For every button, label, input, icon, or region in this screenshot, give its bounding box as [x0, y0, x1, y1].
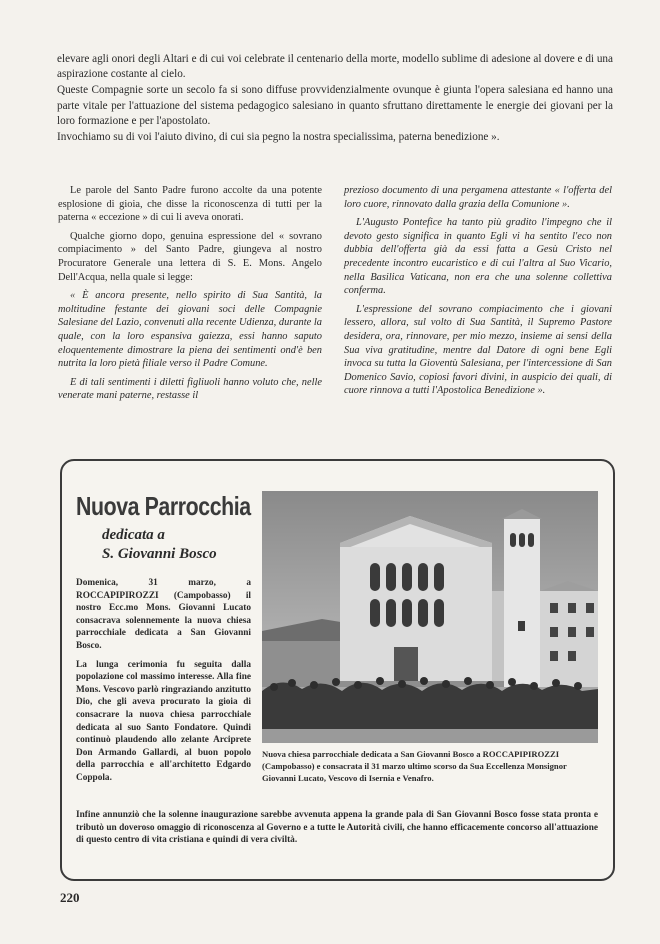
- box-title: Nuova Parrocchia: [76, 491, 251, 521]
- left-paragraph-quote: « È ancora presente, nello spirito di Sua Santità, la moltitudine festante dei giovani soci delle Compagnie Salesiane del Lazio, convenuti alla recente Udienza, durante la quale, con la loro espansiva gaiezza, essi hanno saputo eloquentemente dimostrare la piena dei sentimenti ond'è ben nutrita la loro pietà filiale verso il Padre Comune.: [58, 290, 322, 370]
- church-photo: [262, 491, 598, 743]
- box-bottom-paragraph: Infine annunziò che la solenne inaugurazione sarebbe avvenuta appena la grande pala di San Giovanni Bosco fosse stata pronta e tributò un doveroso omaggio di riconoscenza al Governo e a tutte le Autorità civili, che hanno efficacemente concorso all'attuazione di questo centro di vita cristiana e quindi di vera civiltà.: [76, 810, 598, 846]
- left-column: [58, 184, 322, 408]
- photo-caption: Nuova chiesa parrocchiale dedicata a San Giovanni Bosco a ROCCAPIPIROZZI (Campobasso) e consacrata il 31 marzo ultimo scorso da Sua Eccellenza Monsignor Giovanni Lucato, Vescovo di Isernia e Venafro.: [262, 749, 567, 783]
- top-paragraph: Queste Compagnie sorte un secolo fa si sono diffuse provvidenzialmente ovunque è giunta l'opera salesiana ed hanno una parte vitale per l'attuazione del sistema pedagogico salesiano in quanto sfruttano direttamente le energie dei giovani per la loro formazione e per l'apostolato.: [57, 84, 613, 127]
- left-paragraph: Qualche giorno dopo, genuina espressione del « sovrano compiacimento » del Santo Padre, giungeva al nostro Procuratore Generale una lettera di S. E. Mons. Angelo Dell'Acqua, nella quale si legge:: [58, 230, 322, 283]
- top-text-block: [57, 52, 613, 146]
- top-paragraph: Invochiamo su di voi l'aiuto divino, di cui sia pegno la nostra specialissima, paterna benedizione ».: [57, 131, 500, 144]
- right-paragraph-quote: prezioso documento di una pergamena attestante « l'offerta del loro cuore, rinnovato dalla grazia della Comunione ».: [344, 185, 612, 210]
- right-column: [344, 184, 612, 403]
- left-paragraph-quote: E di tali sentimenti i diletti figliuoli hanno voluto che, nelle venerate mani paterne, restasse il: [58, 376, 322, 402]
- box-subtitle: dedicata a: [102, 527, 165, 543]
- left-paragraph: Le parole del Santo Padre furono accolte da una potente esplosione di gioia, che disse la riconoscenza di tutti per la paterna « eccezione » di cui li aveva onorati.: [58, 185, 322, 224]
- parish-news-box: [60, 459, 615, 881]
- box-paragraph: Domenica, 31 marzo, a ROCCAPIPIROZZI (Campobasso) il nostro Ecc.mo Mons. Giovanni Lucato consacrava solennemente la nuova chiesa parrocchiale dedicata a San Giovanni Bosco.: [76, 578, 251, 651]
- page-number: 220: [60, 890, 80, 905]
- top-paragraph: elevare agli onori degli Altari e di cui voi celebrate il centenario della morte, modello sublime di adesione al dovere e di una aspirazione costante al cielo.: [57, 53, 613, 81]
- right-paragraph-quote: L'espressione del sovrano compiacimento che i giovani lessero, allora, sul volto di Sua Santità, il Supremo Pastore desidera, ora, rinnovare, per mio mezzo, insieme ai sensi della Sua viva gratitudine, mentre dal Datore di ogni bene Egli invoca su tutta la Gioventù Salesiana, per l'intercessione di San Domenico Savio, copiosi favori divini, in auspicio dei quali, di cuore rinnova a tutti l'Apostolica Benedizione ».: [344, 303, 612, 397]
- box-paragraph: La lunga cerimonia fu seguita dalla popolazione col massimo interesse. Alla fine Mons. Vescovo parlò ringraziando anzitutto Dio, che gli aveva procurato la gioia di consacrare la nuova chiesa parrocchiale dedicata al suo Santo Fondatore. Quindi continuò plaudendo allo zelante Arciprete Don Armando Gallardi, al buon popolo della parrocchia e all'architetto Edgardo Coppola.: [76, 659, 251, 783]
- right-paragraph-quote: L'Augusto Pontefice ha tanto più gradito l'impegno che il devoto gesto significa in quanto Egli vi ha sentito l'eco non dubbia dell'offerta già da essi fatta a Gesù Cristo nel precedente incontro eucaristico e di cui l'altra al Suo Vicario, nella Basilica Vaticana, non era che una solenne collettiva conferma.: [344, 217, 612, 297]
- box-article: [76, 577, 251, 791]
- box-subtitle: S. Giovanni Bosco: [102, 546, 217, 562]
